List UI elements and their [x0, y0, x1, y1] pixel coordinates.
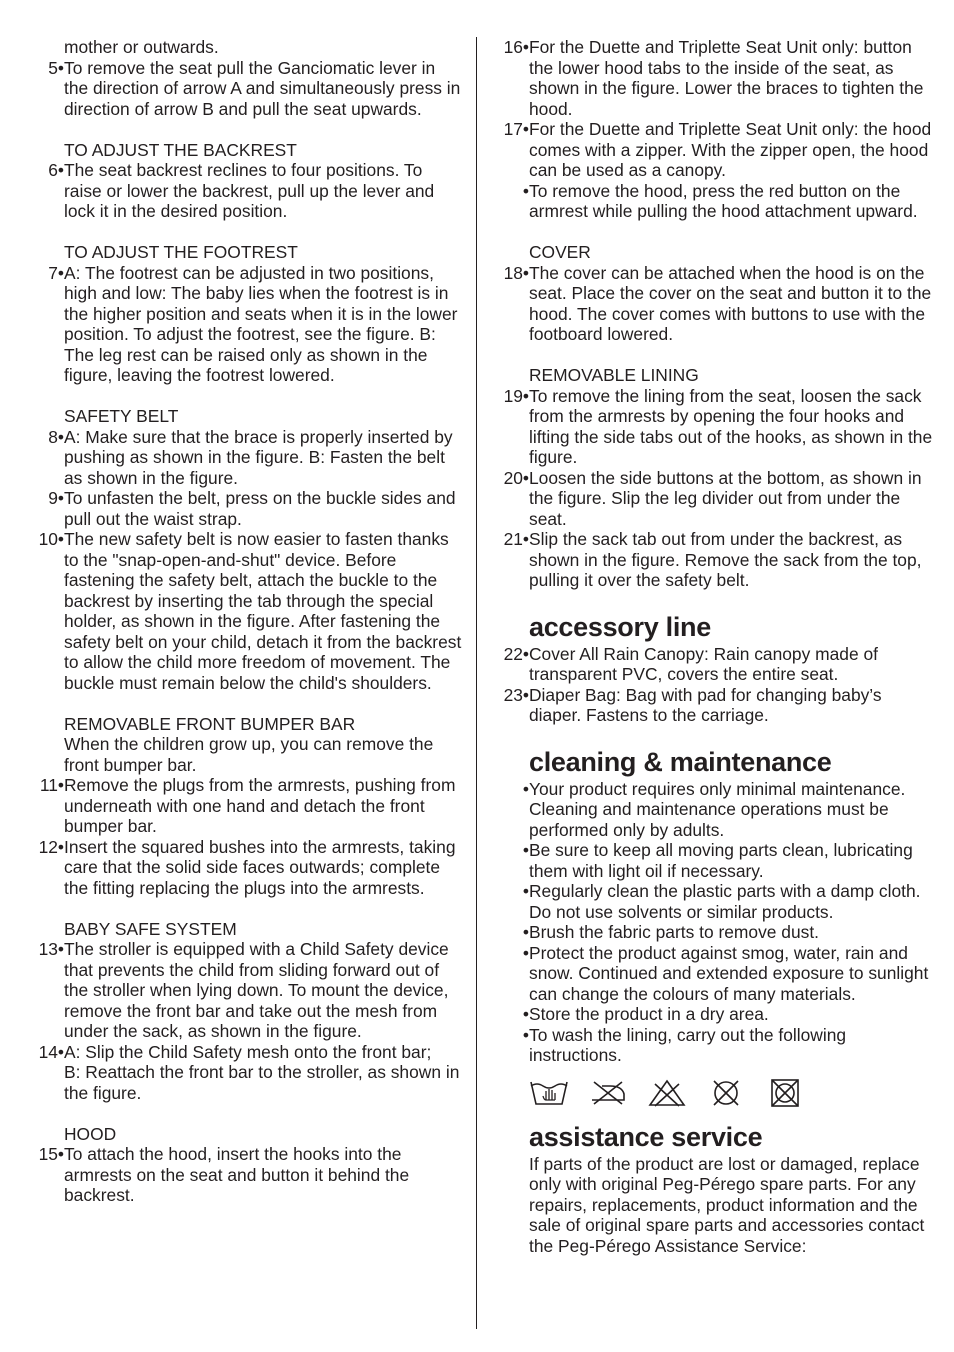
item-bullet: •	[522, 1004, 529, 1024]
bullet-item	[493, 922, 933, 943]
no-iron-icon	[588, 1078, 628, 1108]
section-subheading-safety-belt: SAFETY BELT	[64, 406, 179, 426]
item-text: Regularly clean the plastic parts with a damp cloth. Do not use solvents or similar products.	[529, 881, 921, 922]
section-subheading-bumper-bar: REMOVABLE FRONT BUMPER BAR	[64, 713, 356, 734]
paragraph-continuation: mother or outwards.	[64, 37, 219, 57]
item-number: 15•	[38, 1144, 64, 1164]
no-dry-clean-icon	[706, 1078, 746, 1108]
section-subheading-footrest: TO ADJUST THE FOOTREST	[64, 242, 298, 262]
item-number: 6•	[48, 160, 64, 180]
list-item-8	[28, 427, 463, 489]
item-number: 18•	[503, 262, 529, 283]
item-text: To remove the lining from the seat, loosen the sack from the armrests by opening the four hooks and lifting the side tabs out of the hooks, as shown in the figure.	[529, 385, 933, 467]
list-item-20	[493, 468, 933, 530]
bullet-item	[493, 881, 933, 922]
item-text: To wash the lining, carry out the following instructions.	[529, 1024, 847, 1065]
item-text: Cover All Rain Canopy: Rain canopy made of transparent PVC, covers the entire seat.	[529, 643, 878, 684]
section-subheading-backrest: TO ADJUST THE BACKREST	[64, 139, 297, 160]
item-number: 9•	[48, 488, 64, 508]
list-item-17	[493, 119, 933, 181]
bullet-item	[493, 943, 933, 1005]
item-text: Diaper Bag: Bag with pad for changing baby’s diaper. Fastens to the carriage.	[529, 684, 882, 725]
no-bleach-icon	[647, 1078, 687, 1108]
right-column	[493, 37, 933, 1256]
item-text: Brush the fabric parts to remove dust.	[529, 922, 819, 942]
item-text: The new safety belt is now easier to fasten thanks to the "snap-open-and-shut" device. Before fastening the safety belt, attach the buckle to the backrest by inserting the tab through the special holder, as shown in the figure. After fastening the safety belt on your child, detach it from the backrest to allow the child more freedom of movement. The buckle must remain below the child's shoulders.	[64, 529, 462, 693]
list-item-21	[493, 529, 933, 591]
item-number: 7•	[48, 262, 64, 283]
item-bullet: •	[522, 778, 529, 799]
section-subheading-baby-safe: BABY SAFE SYSTEM	[64, 918, 237, 939]
item-text: Store the product in a dry area.	[529, 1004, 769, 1024]
item-bullet: •	[522, 881, 529, 901]
list-item-18	[493, 263, 933, 345]
heading-assistance-service: assistance service	[529, 1121, 763, 1152]
item-text: The seat backrest reclines to four positions. To raise or lower the backrest, pull up the lever and lock it in the desired position.	[64, 160, 435, 221]
list-item-5	[28, 58, 463, 120]
no-tumble-dry-icon	[765, 1078, 805, 1108]
item-text: A: Make sure that the brace is properly inserted by pushing as shown in the figure. B: Fasten the belt as shown in the figure.	[64, 426, 453, 488]
item-text: To remove the hood, press the red button on the armrest while pulling the hood attachment upward.	[529, 180, 918, 221]
item-text: Be sure to keep all moving parts clean, lubricating them with light oil if necessary.	[529, 840, 913, 881]
item-text: A: The footrest can be adjusted in two positions, high and low: The baby lies when the footrest is in the higher position and seats when it is in the lower position. To adjust the footrest, see the figure. B: The leg rest can be raised only as shown in the figure, leaving the footrest lowered.	[64, 262, 458, 385]
list-item-14-continuation: B: Reattach the front bar to the stroller, as shown in the figure.	[64, 1062, 460, 1103]
list-item-22	[493, 644, 933, 685]
item-number: 21•	[503, 529, 529, 549]
item-text: The stroller is equipped with a Child Safety device that prevents the child from sliding forward out of the stroller when lying down. To mount the device, remove the front bar and take out the mesh from under the sack, as shown in the figure.	[64, 939, 449, 1041]
item-text: Insert the squared bushes into the armrests, taking care that the solid side faces outwards; complete the fitting replacing the plugs into the armrests.	[64, 836, 456, 898]
item-bullet: •	[522, 922, 529, 942]
item-text: To remove the seat pull the Ganciomatic lever in the direction of arrow A and simultaneously press in direction of arrow B and pull the seat upwards.	[64, 57, 461, 119]
list-item-15	[28, 1144, 463, 1206]
item-text: To unfasten the belt, press on the buckle sides and pull out the waist strap.	[64, 488, 456, 529]
item-number: 22•	[503, 643, 529, 664]
item-number: 19•	[503, 385, 529, 406]
item-text: A: Slip the Child Safety mesh onto the front bar;	[64, 1041, 432, 1062]
list-item-14	[28, 1042, 463, 1063]
list-item-12	[28, 837, 463, 899]
list-item-19	[493, 386, 933, 468]
list-item-9	[28, 488, 463, 529]
bullet-item	[493, 840, 933, 881]
item-bullet: •	[522, 840, 529, 860]
hand-wash-icon	[529, 1078, 569, 1108]
bullet-item	[493, 1004, 933, 1025]
item-text: For the Duette and Triplette Seat Unit only: the hood comes with a zipper. With the zipper open, the hood can be used as a canopy.	[529, 119, 932, 180]
item-text: The cover can be attached when the hood is on the seat. Place the cover on the seat and button it to the hood. The cover comes with buttons to use with the footboard lowered.	[529, 262, 932, 344]
list-item-6	[28, 160, 463, 222]
item-number: 13•	[38, 939, 64, 959]
item-number: 10•	[38, 529, 64, 549]
item-text: For the Duette and Triplette Seat Unit only: button the lower hood tabs to the inside of the seat, as shown in the figure. Lower the braces to tighten the hood.	[529, 37, 924, 119]
assistance-text: If parts of the product are lost or damaged, replace only with original Peg-Pérego spare parts. For any repairs, replacements, product information and the sale of original spare parts and accessories contact the Peg-Pérego Assistance Service:	[529, 1153, 925, 1256]
bumper-intro: When the children grow up, you can remove the front bumper bar.	[64, 734, 434, 775]
item-text: Loosen the side buttons at the bottom, as shown in the figure. Slip the leg divider out from under the seat.	[529, 467, 922, 529]
section-subheading-cover: COVER	[529, 242, 591, 262]
heading-cleaning-maintenance: cleaning & maintenance	[529, 746, 832, 777]
bullet-item	[493, 779, 933, 841]
list-item-13	[28, 939, 463, 1042]
item-text: To attach the hood, insert the hooks into the armrests on the seat and button it behind the backrest.	[64, 1144, 410, 1205]
care-symbols	[493, 1076, 933, 1110]
item-text: Your product requires only minimal maintenance. Cleaning and maintenance operations must be performed only by adults.	[529, 778, 906, 840]
item-text: Slip the sack tab out from under the backrest, as shown in the figure. Remove the sack from the top, pulling it over the safety belt.	[529, 529, 922, 590]
column-divider	[476, 37, 477, 1329]
item-number: 20•	[503, 467, 529, 488]
item-number: 12•	[38, 836, 64, 857]
item-bullet: •	[522, 1024, 529, 1045]
section-subheading-hood: HOOD	[64, 1123, 117, 1144]
item-number: 14•	[38, 1041, 64, 1062]
list-item-17-bullet	[493, 181, 933, 222]
list-item-10	[28, 529, 463, 693]
section-subheading-lining: REMOVABLE LINING	[529, 365, 699, 385]
list-item-11	[28, 775, 463, 837]
left-column	[28, 37, 463, 1206]
list-item-7	[28, 263, 463, 386]
item-number: 8•	[48, 426, 64, 447]
item-number: 16•	[503, 37, 529, 57]
item-number: 5•	[48, 57, 64, 78]
list-item-16	[493, 37, 933, 119]
item-bullet: •	[522, 180, 529, 201]
list-item-23	[493, 685, 933, 726]
item-number: 11•	[39, 775, 64, 795]
bullet-item	[493, 1025, 933, 1066]
heading-accessory-line: accessory line	[529, 611, 711, 642]
item-number: 17•	[503, 119, 529, 139]
item-bullet: •	[522, 942, 529, 963]
item-number: 23•	[503, 684, 529, 705]
item-text: Remove the plugs from the armrests, pushing from underneath with one hand and detach the front bumper bar.	[64, 775, 456, 836]
item-text: Protect the product against smog, water, rain and snow. Continued and extended exposure to sunlight can change the colours of many materials.	[529, 942, 929, 1004]
